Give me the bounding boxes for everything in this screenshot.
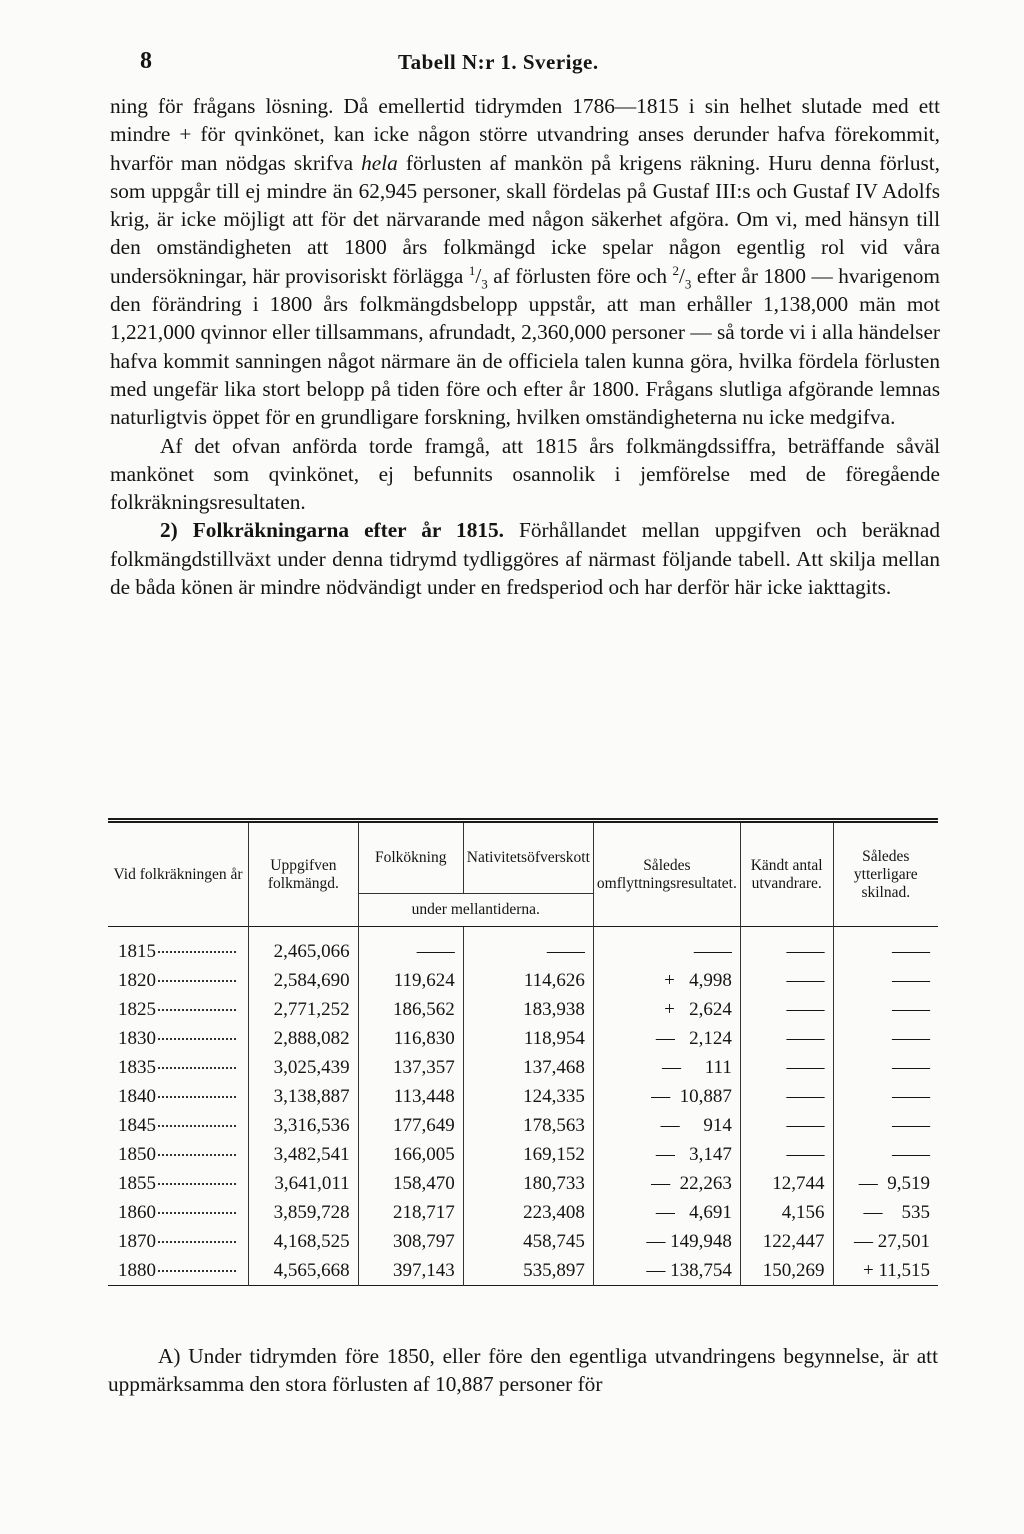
value-cell: — 3,147 bbox=[593, 1140, 740, 1169]
value-cell: 4,168,525 bbox=[249, 1227, 359, 1256]
value-cell: —— bbox=[740, 1140, 833, 1169]
year-cell bbox=[108, 1082, 249, 1111]
value-cell: 535,897 bbox=[463, 1256, 593, 1286]
leader-dots bbox=[158, 1212, 236, 1214]
year-value: 1870 bbox=[118, 1230, 156, 1252]
leader-dots bbox=[158, 1125, 236, 1127]
value-cell: — 9,519 bbox=[833, 1169, 938, 1198]
value-cell: 3,641,011 bbox=[249, 1169, 359, 1198]
para1-part-d: efter år 1800 — hvarigenom den förändring i 1800 års folkmängdsbelopp uppstår, att man erhåller 1,138,000 män mot 1,221,000 qvinnor eller tillsammans, afrundadt, 2,360,000 personer — så torde vi i alla händelser hafva kommit sanningen något närmare än de officiela talen kunna göra, hvilka fördela förlusten med ungefär lika stort belopp på tiden före och efter år 1800. Frågans slutliga afgörande lemnas naturligtvis öppet för en grundligare forskning, hvilken omständigheterna nu icke medgifva. bbox=[110, 263, 940, 430]
value-cell: — 914 bbox=[593, 1111, 740, 1140]
value-cell: —— bbox=[358, 937, 463, 966]
table-row bbox=[108, 1256, 938, 1286]
table-row bbox=[108, 1111, 938, 1140]
value-cell: —— bbox=[833, 1024, 938, 1053]
value-cell: 113,448 bbox=[358, 1082, 463, 1111]
year-value: 1830 bbox=[118, 1027, 156, 1049]
leader-dots bbox=[158, 1241, 236, 1243]
paragraph-1: ning för frågans lösning. Då emellertid tidrymden 1786—1815 i sin helhet slutade med ett mindre + för qvinkönet, kan icke någon större utvandring anses derunder hafva förekommit, hvarför man nödgas skrifva hela förlusten af mankön på krigens räkning. Huru denna förlust, som uppgår till ej mindre än 62,945 personer, skall fördelas på Gustaf III:s och Gustaf IV Adolfs krig, är icke möjligt att för det närvarande med någon säkerhet afgöra. Om vi, med hänsyn till den omständigheten att 1800 års folkmängd icke spelar någon egentlig rol vid våra undersökningar, här provisoriskt förlägga $^1/_3$ af förlusten före och $^2/_3$ efter år 1800 — hvarigenom den förändring i 1800 års folkmängdsbelopp uppstår, att man erhåller 1,138,000 män mot 1,221,000 qvinnor eller tillsammans, afrundadt, 2,360,000 personer — så torde vi i alla händelser hafva kommit sanningen något närmare än de officiela talen kunna göra, hvilka fördela förlusten med ungefär lika stort belopp på tiden före och efter år 1800. Frågans slutliga afgörande lemnas naturligtvis öppet för en grundligare forskning, hvilken omständigheterna nu icke medgifva. bbox=[110, 94, 940, 430]
value-cell: —— bbox=[833, 995, 938, 1024]
year-cell bbox=[108, 1256, 249, 1286]
year-value: 1880 bbox=[118, 1259, 156, 1281]
value-cell: — 2,124 bbox=[593, 1024, 740, 1053]
value-cell: 150,269 bbox=[740, 1256, 833, 1286]
value-cell: 3,482,541 bbox=[249, 1140, 359, 1169]
value-cell: — 4,691 bbox=[593, 1198, 740, 1227]
para1-part-c: af förlusten före och bbox=[487, 263, 673, 288]
leader-dots bbox=[158, 1154, 236, 1156]
col-header-birth-surplus: Nativitetsöfverskott bbox=[463, 821, 593, 894]
table-row bbox=[108, 966, 938, 995]
leader-dots bbox=[158, 1038, 236, 1040]
value-cell: 137,357 bbox=[358, 1053, 463, 1082]
table-row bbox=[108, 1140, 938, 1169]
body-text bbox=[110, 92, 940, 601]
year-cell bbox=[108, 1024, 249, 1053]
table-row bbox=[108, 1169, 938, 1198]
value-cell: —— bbox=[740, 1111, 833, 1140]
year-value: 1820 bbox=[118, 969, 156, 991]
value-cell: — 138,754 bbox=[593, 1256, 740, 1286]
value-cell: —— bbox=[740, 937, 833, 966]
year-value: 1840 bbox=[118, 1085, 156, 1107]
value-cell: 3,025,439 bbox=[249, 1053, 359, 1082]
fraction2-denominator: 3 bbox=[684, 276, 692, 292]
para3-text: Förhållandet mellan uppgifven och beräknad folkmängdstillväxt under denna tidrymd tydliggöres af närmast följande tabell. Att skilja mellan de båda könen är mindre nödvändigt under en fredsperiod och har derför här icke iakttagits. bbox=[110, 518, 941, 600]
value-cell: —— bbox=[740, 1024, 833, 1053]
value-cell: — 22,263 bbox=[593, 1169, 740, 1198]
value-cell: 180,733 bbox=[463, 1169, 593, 1198]
value-cell: 116,830 bbox=[358, 1024, 463, 1053]
value-cell: 158,470 bbox=[358, 1169, 463, 1198]
table-row bbox=[108, 1227, 938, 1256]
value-cell: —— bbox=[833, 1140, 938, 1169]
col-header-increase: Folkökning bbox=[358, 821, 463, 894]
year-value: 1835 bbox=[118, 1056, 156, 1078]
table-row bbox=[108, 1053, 938, 1082]
paragraph-4: A) Under tidrymden före 1850, eller före den egentliga utvandringens begynnelse, är att uppmärksamma den stora förlusten af 10,887 personer för bbox=[108, 1344, 938, 1397]
running-title: Tabell N:r 1. Sverige. bbox=[398, 50, 599, 74]
value-cell: —— bbox=[740, 966, 833, 995]
value-cell: —— bbox=[833, 1053, 938, 1082]
year-value: 1850 bbox=[118, 1143, 156, 1165]
value-cell: —— bbox=[740, 1053, 833, 1082]
leader-dots bbox=[158, 951, 236, 953]
year-cell bbox=[108, 1227, 249, 1256]
year-value: 1845 bbox=[118, 1114, 156, 1136]
value-cell: — 27,501 bbox=[833, 1227, 938, 1256]
value-cell: 119,624 bbox=[358, 966, 463, 995]
value-cell: 2,465,066 bbox=[249, 937, 359, 966]
population-table bbox=[108, 818, 938, 1286]
year-cell bbox=[108, 1053, 249, 1082]
value-cell: 177,649 bbox=[358, 1111, 463, 1140]
year-cell bbox=[108, 937, 249, 966]
paragraph-3 bbox=[110, 516, 940, 601]
year-cell bbox=[108, 1169, 249, 1198]
page-number: 8 bbox=[140, 48, 152, 74]
value-cell: 3,859,728 bbox=[249, 1198, 359, 1227]
year-cell bbox=[108, 966, 249, 995]
fraction1-numerator: 1 bbox=[468, 262, 476, 278]
value-cell: —— bbox=[833, 937, 938, 966]
value-cell: + 4,998 bbox=[593, 966, 740, 995]
value-cell: 2,584,690 bbox=[249, 966, 359, 995]
value-cell: —— bbox=[740, 995, 833, 1024]
paragraph-2: Af det ofvan anförda torde framgå, att 1815 års folkmängdssiffra, beträffande såväl mankönet som qvinkönet, ej befunnits osannolik i jemförelse med de föregående folkräkningsresultaten. bbox=[110, 433, 940, 515]
value-cell: 223,408 bbox=[463, 1198, 593, 1227]
year-value: 1855 bbox=[118, 1172, 156, 1194]
leader-dots bbox=[158, 1270, 236, 1272]
section-heading: 2) Folkräkningarna efter år 1815. bbox=[160, 518, 504, 543]
value-cell: 122,447 bbox=[740, 1227, 833, 1256]
value-cell: 118,954 bbox=[463, 1024, 593, 1053]
leader-dots bbox=[158, 1067, 236, 1069]
value-cell: 3,316,536 bbox=[249, 1111, 359, 1140]
value-cell: 137,468 bbox=[463, 1053, 593, 1082]
value-cell: — 149,948 bbox=[593, 1227, 740, 1256]
value-cell: 2,888,082 bbox=[249, 1024, 359, 1053]
value-cell: — 111 bbox=[593, 1053, 740, 1082]
fraction2-numerator: 2 bbox=[672, 262, 679, 278]
value-cell: 124,335 bbox=[463, 1082, 593, 1111]
para1-part-b: förlusten af mankön på krigens räkning. Huru denna förlust, som uppgår till ej mindre än 62,945 personer, skall fördelas på Gustaf III:s och Gustaf IV Adolfs krig, är icke möjligt att för det närvarande med någon säkerhet afgöra. Om vi, med hänsyn till den omständigheten att 1800 års folkmängd icke spelar någon egentlig rol vid våra undersökningar, här provisoriskt förlägga bbox=[110, 150, 940, 288]
value-cell: 114,626 bbox=[463, 966, 593, 995]
year-value: 1815 bbox=[118, 940, 156, 962]
value-cell: 186,562 bbox=[358, 995, 463, 1024]
year-value: 1825 bbox=[118, 998, 156, 1020]
leader-dots bbox=[158, 1183, 236, 1185]
table-row bbox=[108, 937, 938, 966]
year-cell bbox=[108, 1140, 249, 1169]
value-cell: + 11,515 bbox=[833, 1256, 938, 1286]
value-cell: 218,717 bbox=[358, 1198, 463, 1227]
value-cell: 308,797 bbox=[358, 1227, 463, 1256]
value-cell: 2,771,252 bbox=[249, 995, 359, 1024]
year-cell bbox=[108, 1111, 249, 1140]
table-row bbox=[108, 1198, 938, 1227]
value-cell: 178,563 bbox=[463, 1111, 593, 1140]
value-cell: —— bbox=[833, 1082, 938, 1111]
value-cell: 397,143 bbox=[358, 1256, 463, 1286]
leader-dots bbox=[158, 1009, 236, 1011]
value-cell: 4,156 bbox=[740, 1198, 833, 1227]
page-header bbox=[140, 48, 940, 78]
value-cell: 12,744 bbox=[740, 1169, 833, 1198]
table-row bbox=[108, 995, 938, 1024]
value-cell: 169,152 bbox=[463, 1140, 593, 1169]
value-cell: — 10,887 bbox=[593, 1082, 740, 1111]
leader-dots bbox=[158, 980, 236, 982]
table-row bbox=[108, 1024, 938, 1053]
year-value: 1860 bbox=[118, 1201, 156, 1223]
value-cell: 3,138,887 bbox=[249, 1082, 359, 1111]
col-header-known-emigrants: Kändt antal utvandrare. bbox=[740, 821, 833, 927]
col-header-net-migration: Således omflyttningsresultatet. bbox=[593, 821, 740, 927]
table-body bbox=[108, 937, 938, 1286]
value-cell: + 2,624 bbox=[593, 995, 740, 1024]
value-cell: 166,005 bbox=[358, 1140, 463, 1169]
value-cell: 458,745 bbox=[463, 1227, 593, 1256]
para1-part-a: ning för frågans lösning. Då emellertid tidrymden 1786—1815 i sin helhet slutade med ett mindre + för qvinkönet, kan icke någon större utvandring anses derunder hafva förekommit, hvarför man nödgas skrifva bbox=[110, 94, 940, 175]
year-cell bbox=[108, 1198, 249, 1227]
col-header-between-periods: under mellantiderna. bbox=[358, 894, 593, 927]
fraction1-denominator: 3 bbox=[481, 276, 488, 292]
value-cell: —— bbox=[833, 966, 938, 995]
value-cell: 4,565,668 bbox=[249, 1256, 359, 1286]
value-cell: 183,938 bbox=[463, 995, 593, 1024]
col-header-year: Vid folkräkningen år bbox=[113, 865, 243, 883]
value-cell: —— bbox=[740, 1082, 833, 1111]
value-cell: —— bbox=[463, 937, 593, 966]
col-header-further-loss: Således ytterligare skilnad. bbox=[833, 821, 938, 927]
year-cell bbox=[108, 995, 249, 1024]
value-cell: — 535 bbox=[833, 1198, 938, 1227]
para1-italic-hela: hela bbox=[361, 150, 398, 175]
value-cell: —— bbox=[593, 937, 740, 966]
leader-dots bbox=[158, 1096, 236, 1098]
col-header-reported: Uppgifven folkmängd. bbox=[249, 821, 359, 927]
value-cell: —— bbox=[833, 1111, 938, 1140]
table-row bbox=[108, 1082, 938, 1111]
